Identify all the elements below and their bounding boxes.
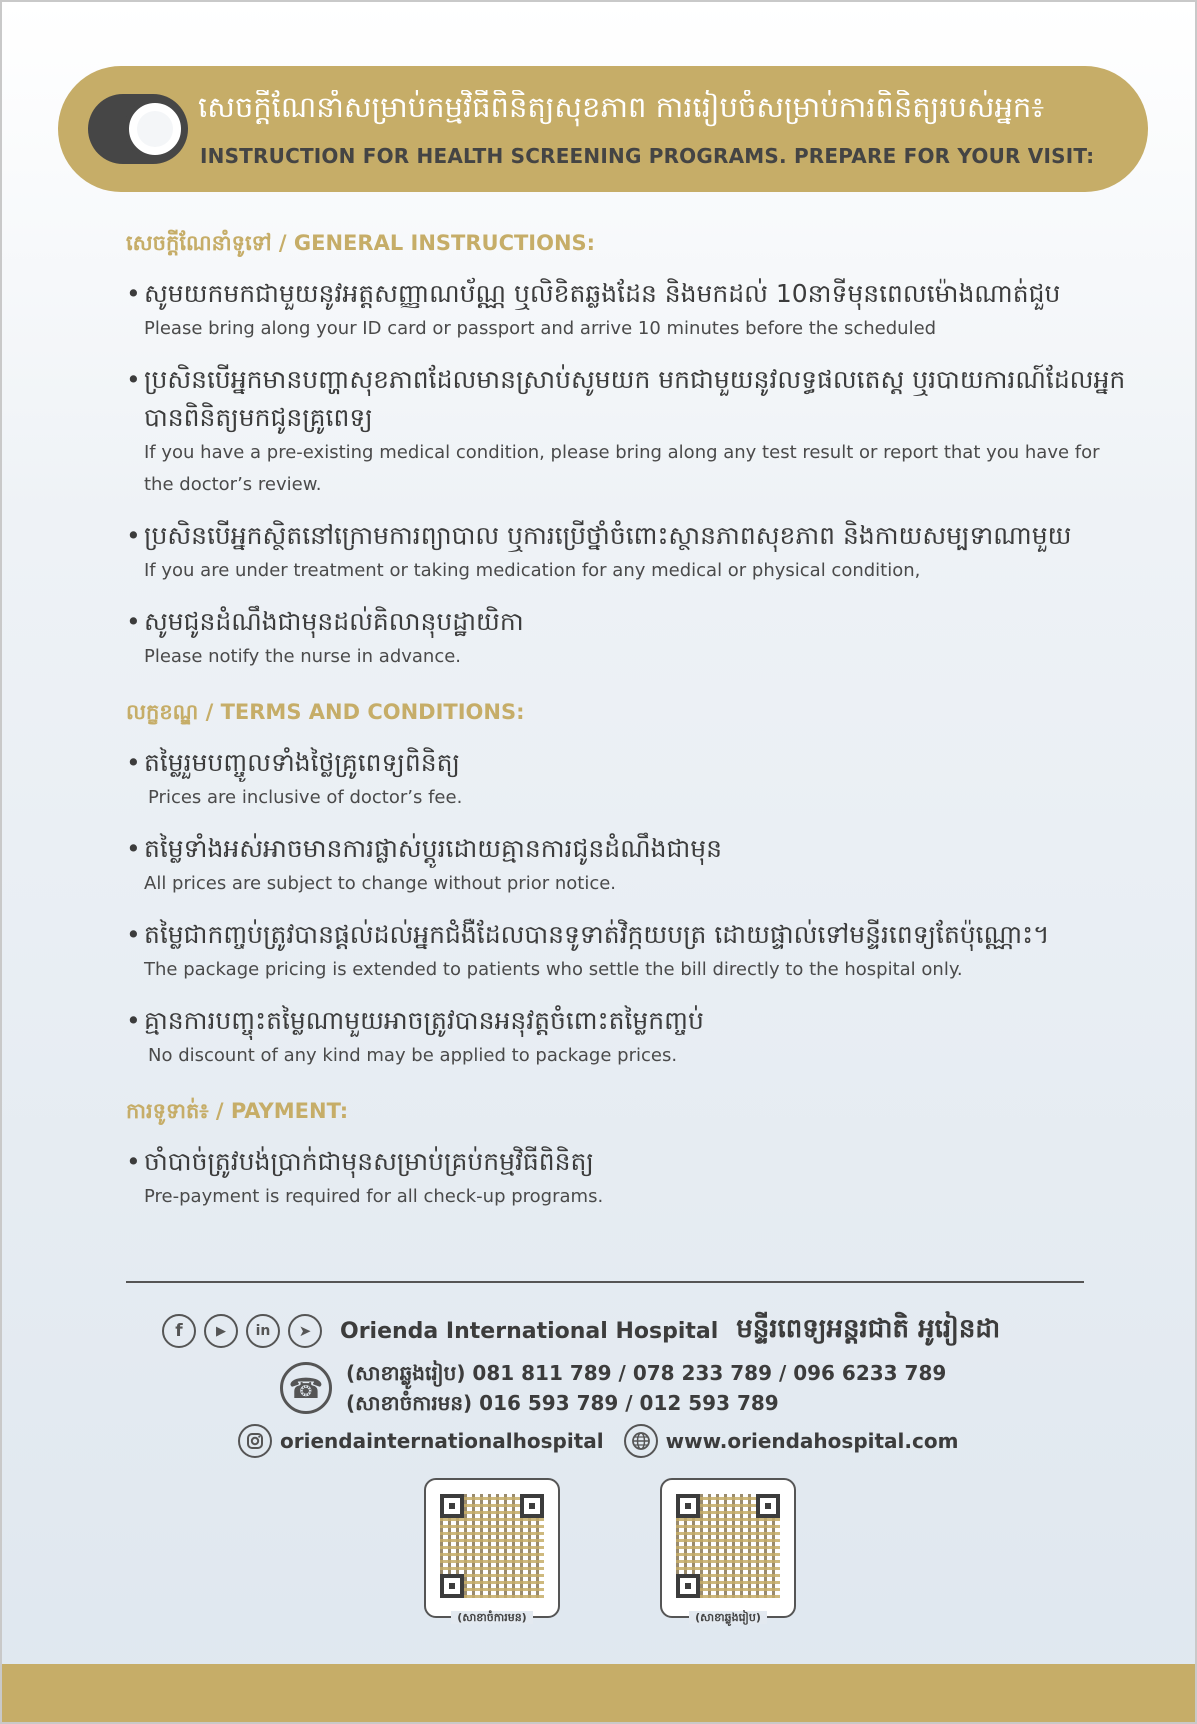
- bottom-bar: [2, 1664, 1197, 1722]
- phone-block: [280, 1358, 946, 1418]
- item-khmer-text: • តម្លៃរួមបញ្ចូលទាំងថ្លៃគ្រូពេទ្យពិនិត្យ: [126, 744, 1126, 782]
- qr-code-icon[interactable]: [676, 1494, 780, 1598]
- qr-row: [424, 1478, 896, 1624]
- item-english-text: If you are under treatment or taking medication for any medical or physical condition,: [144, 560, 921, 581]
- footer-divider: [126, 1281, 1084, 1283]
- list-item: [126, 916, 1126, 986]
- social-row: [162, 1312, 1000, 1350]
- qr-card[interactable]: [424, 1478, 560, 1624]
- item-khmer-text: • សូមយកមកជាមួយនូវអត្តសញ្ញាណប័ណ្ណ ឬលិខិតឆ្លងដែន និងមកដល់ 10នាទីមុនពេលម៉ោងណាត់ជួប: [126, 275, 1126, 313]
- item-khmer-text: • សូមជូនដំណឹងជាមុនដល់គិលានុបដ្ឋាយិកា: [126, 603, 1126, 641]
- item-english-text: Prices are inclusive of doctor’s fee.: [148, 787, 463, 808]
- item-english-text: The package pricing is extended to patients who settle the bill directly to the hospital only.: [144, 959, 963, 980]
- qr-code-icon[interactable]: [440, 1494, 544, 1598]
- item-khmer-text: • ប្រសិនបើអ្នកមានបញ្ហាសុខភាពដែលមានស្រាប់សូមយក មកជាមួយនូវលទ្ធផលតេស្ត ឬរបាយការណ៍ដែលអ្នកបានពិនិត្យមកជូនគ្រូពេទ្យ: [126, 361, 1126, 437]
- youtube-icon[interactable]: ▶: [204, 1314, 238, 1348]
- instagram-handle[interactable]: oriendainternationalhospital: [280, 1429, 604, 1453]
- telegram-icon[interactable]: ➤: [288, 1314, 322, 1348]
- hospital-name-english: Orienda International Hospital: [340, 1318, 719, 1344]
- hospital-name-khmer: មន្ទីរពេទ្យអន្តរជាតិ អូរៀនដា: [736, 1314, 1001, 1344]
- qr-finder: [676, 1494, 700, 1518]
- item-english-text: All prices are subject to change without prior notice.: [144, 873, 617, 894]
- general-instructions-heading: សេចក្តីណែនាំទូទៅ / GENERAL INSTRUCTIONS:: [126, 231, 596, 255]
- list-item: [126, 517, 1126, 587]
- qr-caption: (សាខាចំការមន): [426, 1611, 558, 1627]
- linkedin-icon[interactable]: in: [246, 1314, 280, 1348]
- header-title-english: INSTRUCTION FOR HEALTH SCREENING PROGRAMS. PREPARE FOR YOUR VISIT:: [200, 144, 1095, 168]
- item-english-text: Please bring along your ID card or passport and arrive 10 minutes before the scheduled: [144, 318, 937, 339]
- list-item: [126, 603, 1126, 673]
- qr-finder: [676, 1574, 700, 1598]
- item-english-text: No discount of any kind may be applied to package prices.: [148, 1045, 678, 1066]
- qr-caption: (សាខាឆ្លូងរៀប): [662, 1611, 794, 1627]
- instagram-icon[interactable]: [238, 1424, 272, 1458]
- item-english-text: Pre-payment is required for all check-up programs.: [144, 1186, 604, 1207]
- contact-row: [238, 1424, 978, 1458]
- phone-line[interactable]: (សាខាឆ្លូងរៀប) 081 811 789 / 078 233 789 / 096 6233 789: [346, 1361, 947, 1385]
- header-title-khmer: សេចក្តីណែនាំសម្រាប់កម្មវិធីពិនិត្យសុខភាព ការរៀបចំសម្រាប់ការពិនិត្យរបស់អ្នក៖: [198, 90, 1045, 124]
- item-english-text: Please notify the nurse in advance.: [144, 646, 462, 667]
- item-khmer-text: • គ្មានការបញ្ចុះតម្លៃណាមួយអាចត្រូវបានអនុវត្តចំពោះតម្លៃកញ្ចប់: [126, 1002, 1126, 1040]
- phone-lines: [346, 1358, 946, 1418]
- header-banner: [58, 66, 1148, 192]
- qr-card[interactable]: [660, 1478, 796, 1624]
- qr-finder: [756, 1494, 780, 1518]
- phone-line[interactable]: (សាខាចំការមន) 016 593 789 / 012 593 789: [346, 1391, 779, 1415]
- item-khmer-text: • ចាំបាច់ត្រូវបង់ប្រាក់ជាមុនសម្រាប់គ្រប់កម្មវិធីពិនិត្យ: [126, 1143, 1126, 1181]
- list-item: [126, 361, 1126, 501]
- terms-section: [126, 699, 1126, 1072]
- item-khmer-text: • តម្លៃជាកញ្ចប់ត្រូវបានផ្តល់ដល់អ្នកជំងឺដែលបានទូទាត់វិក្កយបត្រ ដោយផ្ទាល់ទៅមន្ទីរពេទ្យតែប៉ុណ្ណោះ។: [126, 916, 1126, 954]
- list-item: [126, 275, 1126, 345]
- toggle-icon: [88, 94, 188, 164]
- qr-finder: [440, 1574, 464, 1598]
- payment-heading: ការទូទាត់៖ / PAYMENT:: [126, 1099, 349, 1123]
- phone-icon: ☎: [280, 1362, 332, 1414]
- list-item: [126, 1143, 1126, 1213]
- globe-icon: [624, 1424, 658, 1458]
- qr-finder: [440, 1494, 464, 1518]
- content: [126, 230, 1126, 1239]
- item-english-text: If you have a pre-existing medical condition, please bring along any test result or report that you have for the doctor’s review.: [144, 442, 1100, 495]
- item-khmer-text: • ប្រសិនបើអ្នកស្ថិតនៅក្រោមការព្យាបាល ឬការប្រើថ្នាំចំពោះស្ថានភាពសុខភាព និងកាយសម្បទាណាមួយ: [126, 517, 1126, 555]
- item-khmer-text: • តម្លៃទាំងអស់អាចមានការផ្លាស់ប្តូរដោយគ្មានការជូនដំណឹងជាមុន: [126, 830, 1126, 868]
- qr-finder: [520, 1494, 544, 1518]
- toggle-knob: [124, 98, 186, 160]
- list-item: [126, 1002, 1126, 1072]
- list-item: [126, 744, 1126, 814]
- facebook-icon[interactable]: f: [162, 1314, 196, 1348]
- terms-heading: លក្ខខណ្ឌ / TERMS AND CONDITIONS:: [126, 700, 525, 724]
- list-item: [126, 830, 1126, 900]
- general-instructions-section: [126, 230, 1126, 673]
- website-link[interactable]: www.oriendahospital.com: [665, 1429, 959, 1453]
- payment-section: [126, 1098, 1126, 1213]
